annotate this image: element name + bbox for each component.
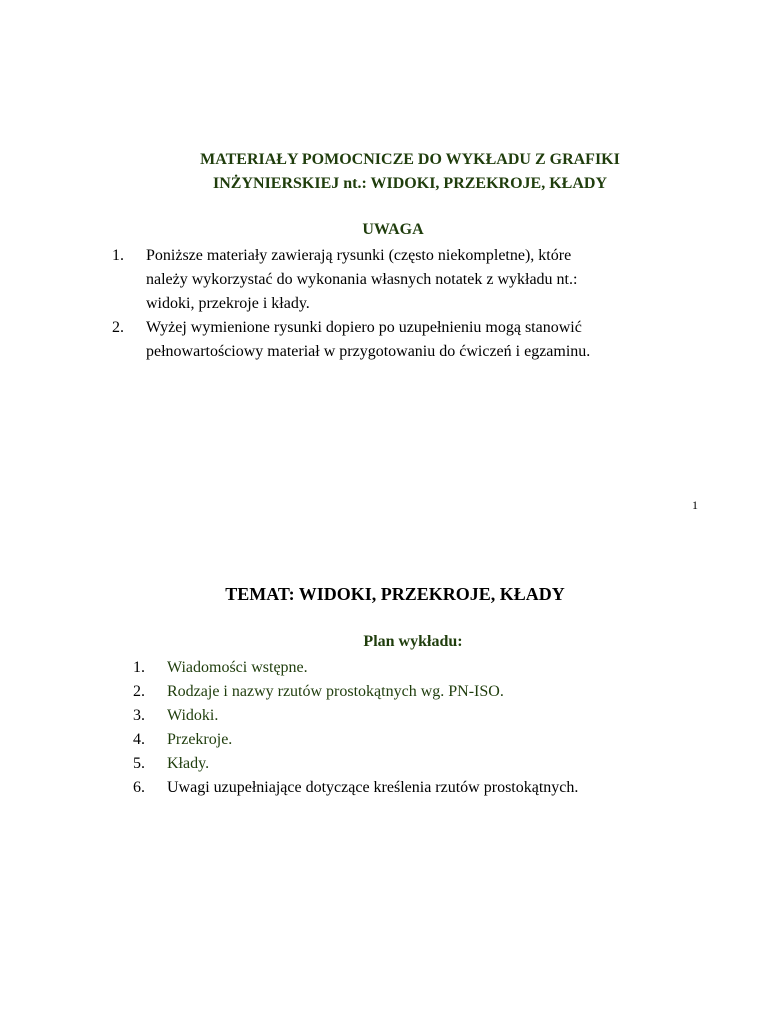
plan-item-3 [0,704,578,728]
notice-item-line: Poniższe materiały zawierają rysunki (często niekompletne), które [146,247,572,264]
document-title-line-1: MATERIAŁY POMOCNICZE DO WYKŁADU Z GRAFIKI [200,151,620,168]
notice-item-line: Wyżej wymienione rysunki dopiero po uzupełnieniu mogą stanowić [146,319,582,336]
plan-list [0,656,578,800]
plan-heading: Plan wykładu: [363,633,463,650]
plan-item-text: Kłady. [167,755,210,772]
plan-item-number: 1. [133,659,145,676]
notice-item-1 [0,244,700,316]
plan-item-number: 4. [133,731,145,748]
plan-item-1 [0,656,578,680]
notice-item-line: widoki, przekroje i kłady. [146,295,310,312]
plan-item-6 [0,776,578,800]
plan-item-text: Rodzaje i nazwy rzutów prostokątnych wg. PN-ISO. [167,683,504,700]
page-number: 1 [692,498,698,512]
plan-item-5 [0,752,578,776]
plan-item-4 [0,728,578,752]
notice-item-number: 2. [112,319,124,336]
plan-item-2 [0,680,578,704]
document-title-line-2: INŻYNIERSKIEJ nt.: WIDOKI, PRZEKROJE, KŁADY [213,175,607,192]
plan-item-number: 3. [133,707,145,724]
plan-item-text: Uwagi uzupełniające dotyczące kreślenia rzutów prostokątnych. [167,779,579,796]
notice-item-number: 1. [112,247,124,264]
plan-item-text: Przekroje. [167,731,233,748]
plan-item-number: 5. [133,755,145,772]
notice-item-line: pełnowartościowy materiał w przygotowaniu do ćwiczeń i egzaminu. [146,343,591,360]
plan-item-number: 2. [133,683,145,700]
notice-item-line: należy wykorzystać do wykonania własnych notatek z wykładu nt.: [146,271,578,288]
plan-item-text: Wiadomości wstępne. [167,659,308,676]
notice-item-2 [0,316,700,364]
notice-heading: UWAGA [362,221,424,238]
topic-title: TEMAT: WIDOKI, PRZEKROJE, KŁADY [225,584,565,604]
plan-item-number: 6. [133,779,145,796]
notice-list [0,244,700,364]
plan-item-text: Widoki. [167,707,219,724]
